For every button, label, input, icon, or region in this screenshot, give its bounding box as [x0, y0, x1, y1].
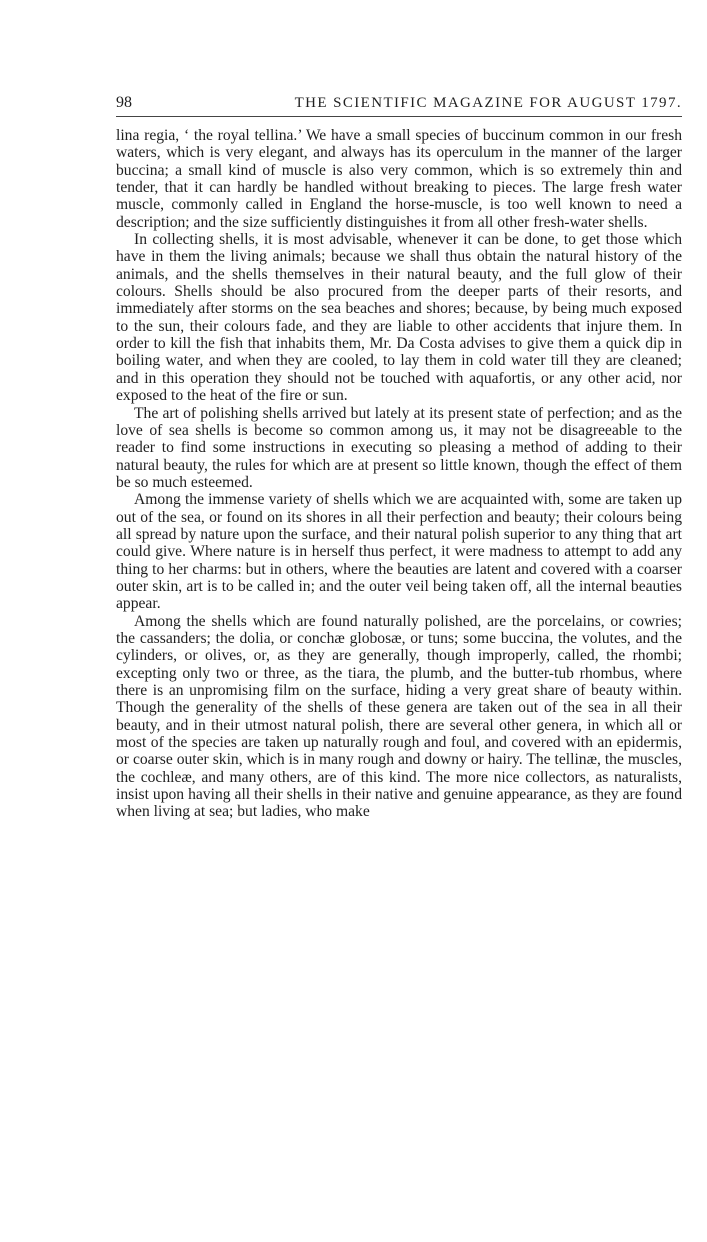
paragraph: In collecting shells, it is most advisable, whenever it can be done, to get those which have in them the living animals; because we shall thus obtain the natural history of the animals, and the shells themselves in their natural beauty, and the full glow of their colours. Shells should be also procured from the deeper parts of their resorts, and immediately after storms on the sea beaches and shores; because, by being much exposed to the sun, their colours fade, and they are liable to other accidents that injure them. In order to kill the fish that inhabits them, Mr. Da Costa advises to give them a quick dip in boiling water, and when they are cooled, to lay them in cold water till they are cleaned; and in this operation they should not be touched with aquafortis, or any other acid, nor exposed to the heat of the fire or sun.: [116, 231, 682, 405]
article-body: [116, 127, 682, 821]
page-number: 98: [116, 94, 132, 111]
running-title: THE SCIENTIFIC MAGAZINE FOR AUGUST 1797.: [294, 95, 682, 111]
paragraph: Among the shells which are found naturally polished, are the porcelains, or cowries; the cassanders; the dolia, or conchæ globosæ, or tuns; some buccina, the volutes, and the cylinders, or olives, or, as they are generally, though improperly, called, the rhombi; excepting only two or three, as the tiara, the plumb, and the butter-tub rhombus, where there is an unpromising film on the surface, hiding a very great share of beauty within. Though the generality of the shells of these genera are taken out of the sea in all their beauty, and in their utmost natural polish, there are several other genera, in which all or most of the species are taken up naturally rough and foul, and covered with an epidermis, or coarse outer skin, which is in many rough and downy or hairy. The tellinæ, the muscles, the cochleæ, and many others, are of this kind. The more nice collectors, as naturalists, insist upon having all their shells in their native and genuine appearance, as they are found when living at sea; but ladies, who make: [116, 612, 682, 821]
magazine-page: [116, 94, 682, 821]
paragraph: Among the immense variety of shells which we are acquainted with, some are taken up out of the sea, or found on its shores in all their perfection and beauty; their colours being all spread by nature upon the surface, and their natural polish superior to any thing that art could give. Where nature is in herself thus perfect, it were madness to attempt to add any thing to her charms: but in others, where the beauties are latent and covered with a coarser outer skin, art is to be called in; and the outer veil being taken off, all the internal beauties appear.: [116, 491, 682, 613]
paragraph: lina regia, ‘ the royal tellina.’ We have a small species of buccinum common in our fresh waters, which is very elegant, and always has its operculum in the manner of the larger buccina; a small kind of muscle is also very common, which is so extremely thin and tender, that it can hardly be handled without breaking to pieces. The large fresh water muscle, commonly called in England the horse-muscle, is too well known to need a description; and the size sufficiently distinguishes it from all other fresh-water shells.: [116, 127, 682, 231]
paragraph: The art of polishing shells arrived but lately at its present state of perfection; and as the love of sea shells is become so common among us, it may not be disagreeable to the reader to find some instructions in executing so pleasing a method of adding to their natural beauty, the rules for which are at present so little known, though the effect of them be so much esteemed.: [116, 404, 682, 491]
running-header: [116, 94, 682, 117]
